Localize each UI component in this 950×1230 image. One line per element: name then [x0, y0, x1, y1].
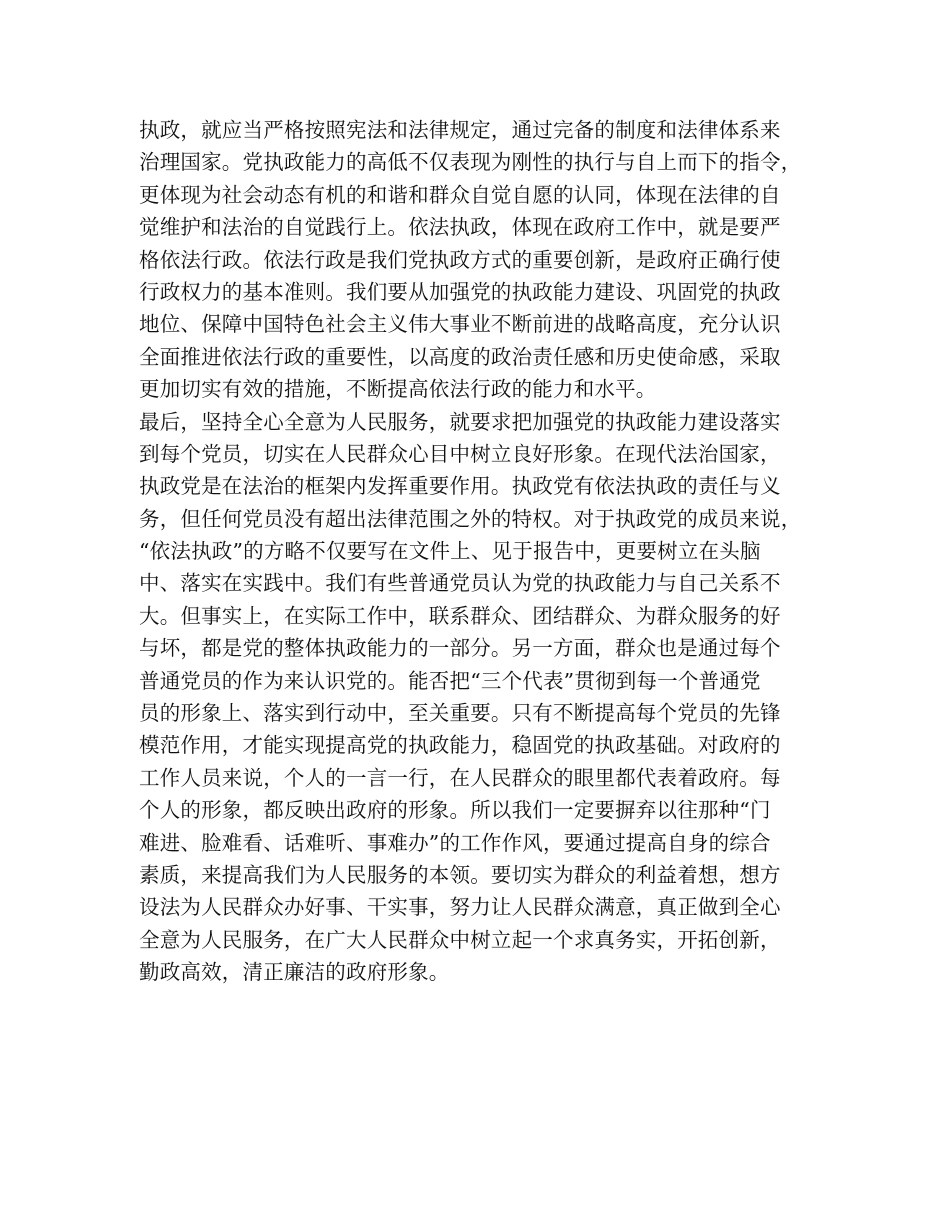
text-line: 务，但任何党员没有超出法律范围之外的特权。对于执政党的成员来说，: [139, 506, 802, 531]
text-line: 行政权力的基本准则。我们要从加强党的执政能力建设、巩固党的执政: [139, 279, 781, 304]
text-line: 觉维护和法治的自觉践行上。依法执政，体现在政府工作中，就是要严: [139, 215, 781, 240]
text-line: 治理国家。党执政能力的高低不仅表现为刚性的执行与自上而下的指令，: [139, 150, 802, 175]
text-line: 模范作用，才能实现提高党的执政能力，稳固党的执政基础。对政府的: [139, 733, 781, 758]
text-line: 格依法行政。依法行政是我们党执政方式的重要创新，是政府正确行使: [139, 247, 781, 272]
text-line: 个人的形象，都反映出政府的形象。所以我们一定要摒弃以往那种“门: [139, 798, 771, 823]
body-text: [139, 114, 839, 989]
text-line: 与坏，都是党的整体执政能力的一部分。另一方面，群众也是通过每个: [139, 636, 781, 661]
text-line: 更体现为社会动态有机的和谐和群众自觉自愿的认同，体现在法律的自: [139, 182, 781, 207]
text-line: 执政党是在法治的框架内发挥重要作用。执政党有依法执政的责任与义: [139, 474, 781, 499]
text-line: 设法为人民群众办好事、干实事，努力让人民群众满意，真正做到全心: [139, 895, 781, 920]
text-line: 难进、脸难看、话难听、事难办”的工作作风，要通过提高自身的综合: [139, 830, 771, 855]
text-line: 更加切实有效的措施，不断提高依法行政的能力和水平。: [139, 377, 657, 402]
text-line: 全面推进依法行政的重要性，以高度的政治责任感和历史使命感，采取: [139, 344, 781, 369]
text-line: 全意为人民服务，在广大人民群众中树立起一个求真务实，开拓创新，: [139, 927, 781, 952]
text-line: 员的形象上、落实到行动中，至关重要。只有不断提高每个党员的先锋: [139, 701, 781, 726]
text-line: 最后，坚持全心全意为人民服务，就要求把加强党的执政能力建设落实: [139, 409, 781, 434]
text-line: 普通党员的作为来认识党的。能否把“三个代表”贯彻到每一个普通党: [139, 668, 761, 693]
text-line: 素质，来提高我们为人民服务的本领。要切实为群众的利益着想，想方: [139, 862, 781, 887]
text-line: 工作人员来说，个人的一言一行，在人民群众的眼里都代表着政府。每: [139, 765, 781, 790]
text-line: 到每个党员，切实在人民群众心目中树立良好形象。在现代法治国家，: [139, 441, 781, 466]
text-line: 勤政高效，清正廉洁的政府形象。: [139, 960, 450, 985]
text-line: 中、落实在实践中。我们有些普通党员认为党的执政能力与自己关系不: [139, 571, 781, 596]
text-line: 地位、保障中国特色社会主义伟大事业不断前进的战略高度，充分认识: [139, 312, 781, 337]
text-line: 执政，就应当严格按照宪法和法律规定，通过完备的制度和法律体系来: [139, 118, 781, 142]
text-line: “依法执政”的方略不仅要写在文件上、见于报告中，更要树立在头脑: [139, 539, 761, 564]
text-line: 大。但事实上，在实际工作中，联系群众、团结群众、为群众服务的好: [139, 603, 781, 628]
